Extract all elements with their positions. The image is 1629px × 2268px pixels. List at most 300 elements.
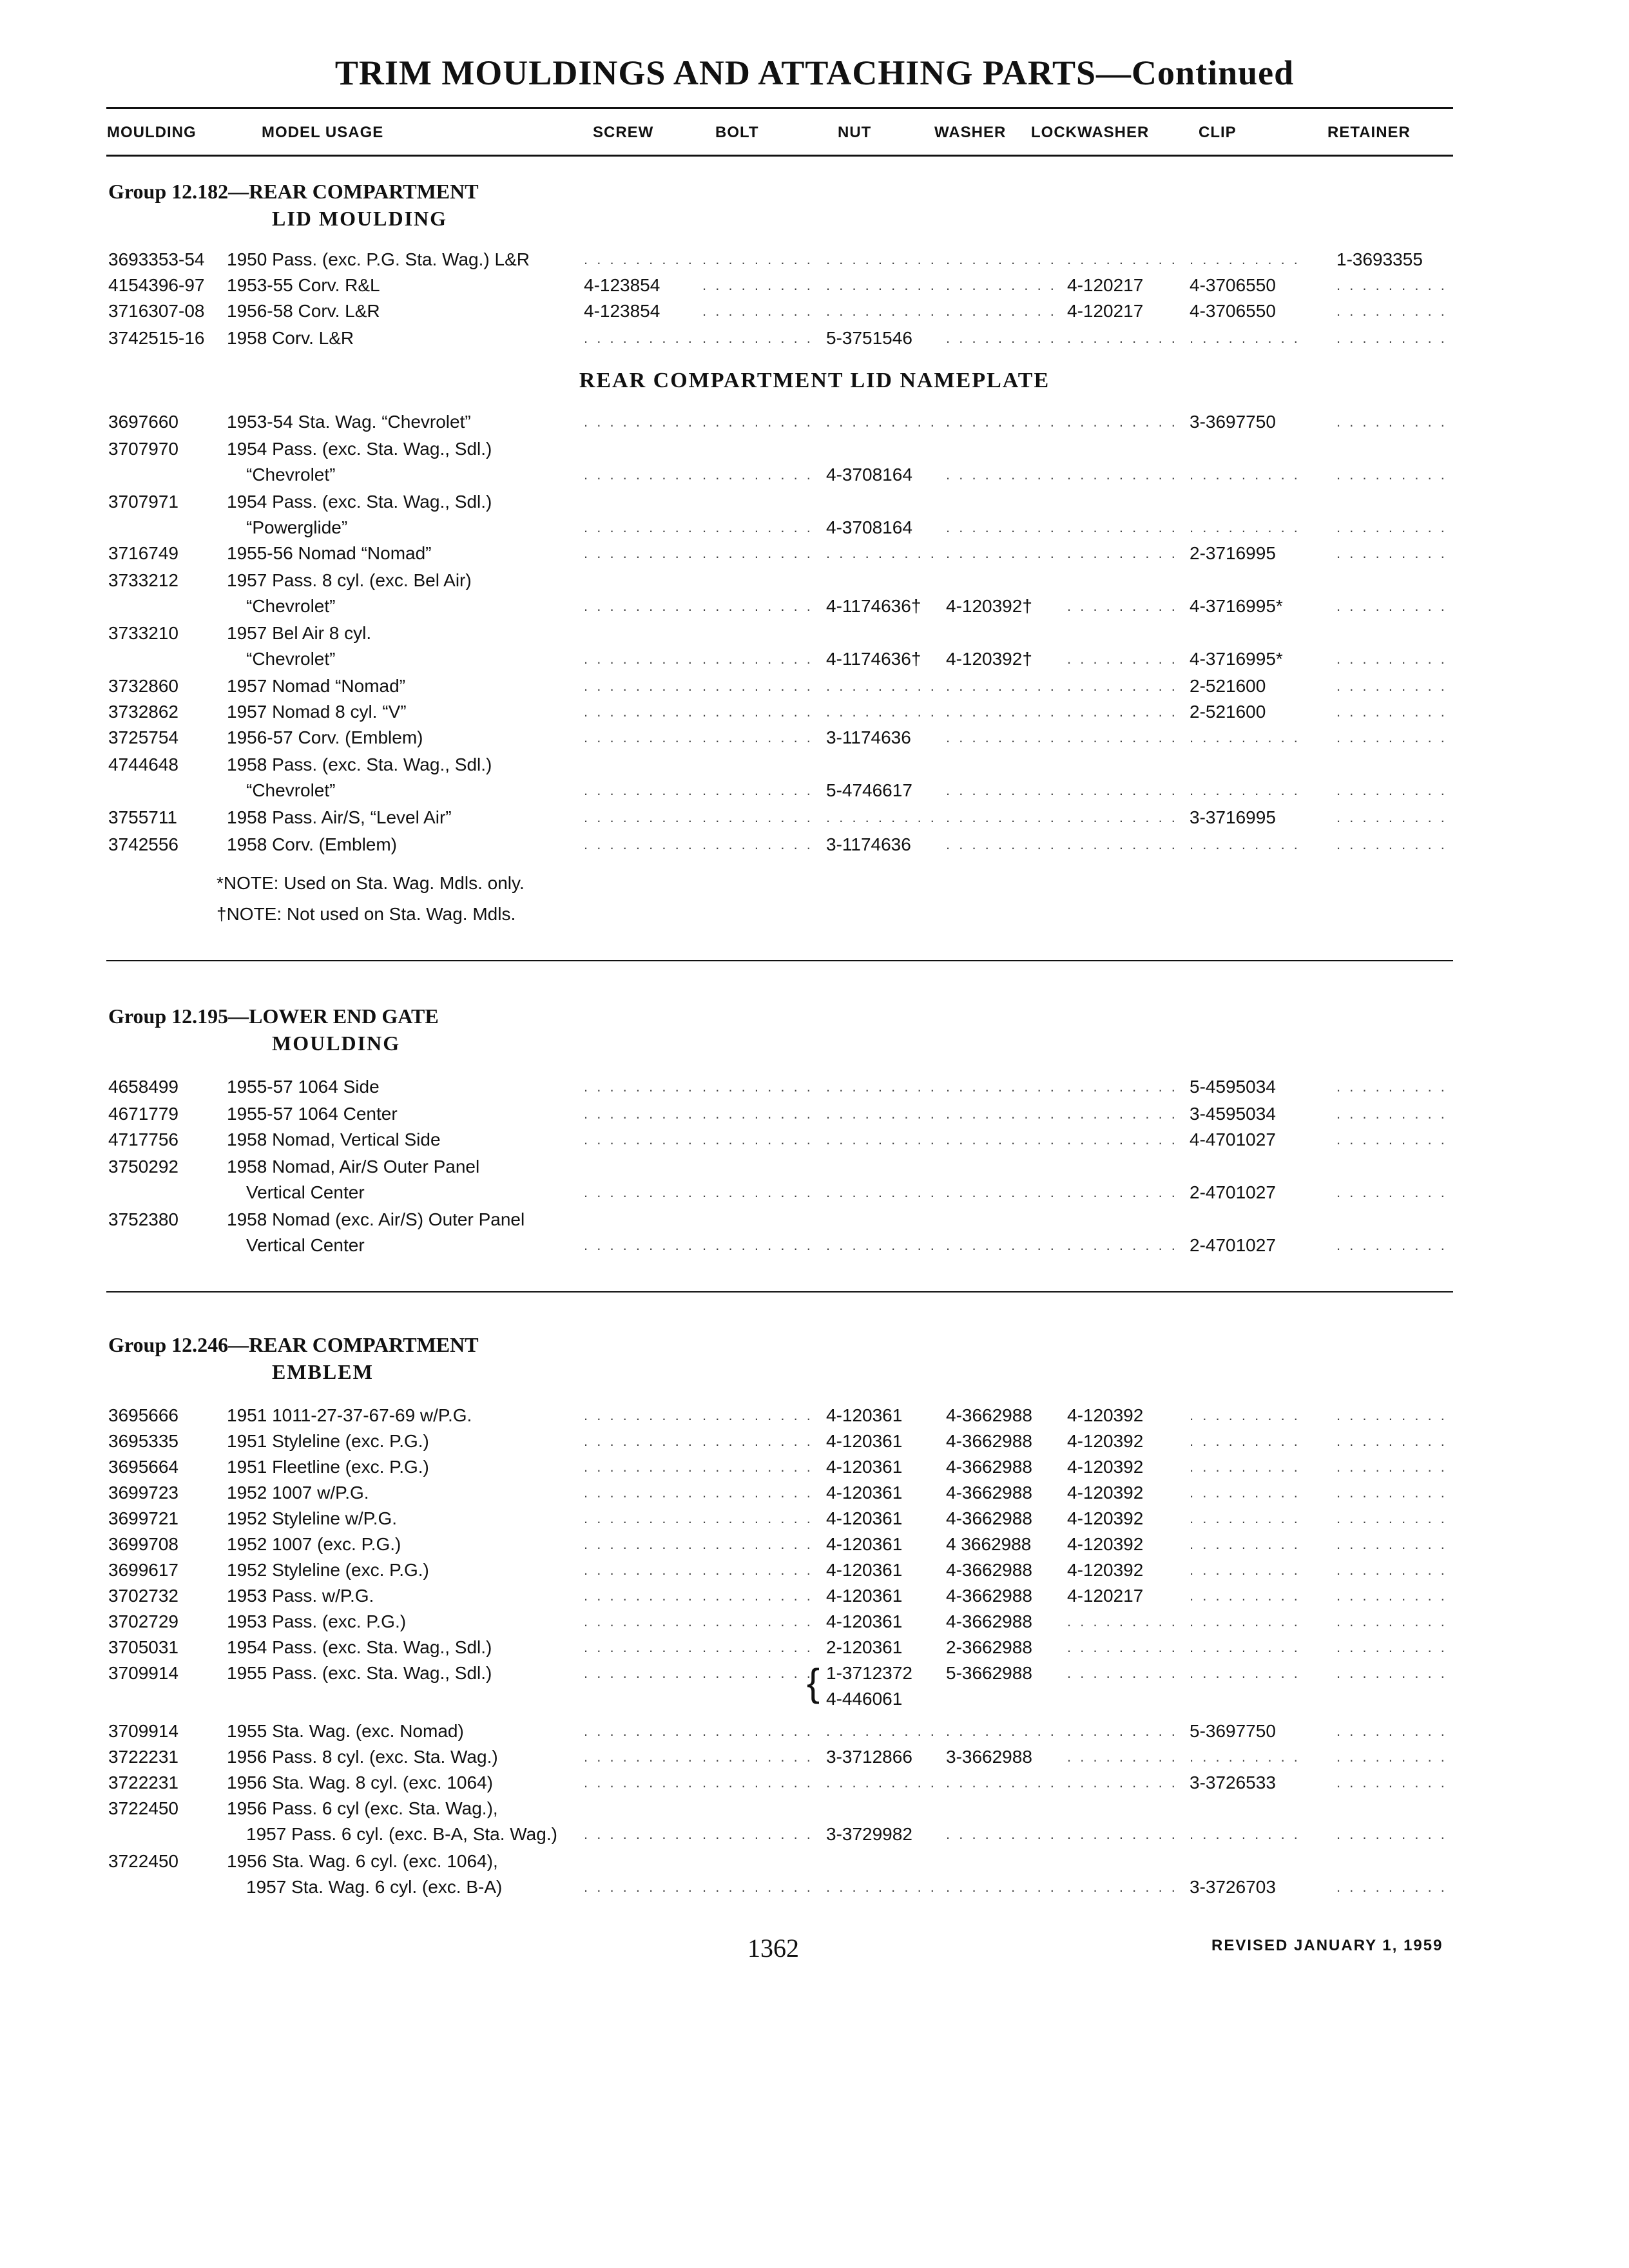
leader-dots: . . . . . . . . .	[1336, 836, 1447, 852]
model-usage: 1956 Sta. Wag. 8 cyl. (exc. 1064)	[227, 1773, 493, 1792]
leader-dots: . . . . . . . . .	[1067, 1237, 1178, 1253]
part-number: 3742556	[108, 834, 179, 854]
table-row	[0, 408, 1629, 436]
leader-dots: . . . . . . . . .	[1190, 251, 1300, 267]
model-usage: 1958 Nomad, Air/S Outer Panel	[227, 1157, 480, 1177]
leader-dots: . . . . . . . . .	[1336, 1407, 1447, 1423]
leader-dots: . . . . . . . . .	[946, 1774, 1057, 1791]
lock-value: 4-120217	[1067, 1586, 1144, 1606]
part-number: 3716749	[108, 543, 179, 563]
header-rule	[106, 155, 1453, 157]
leader-dots: . . . . . . . . .	[1336, 704, 1447, 720]
leader-dots: . . . . . . . . .	[584, 1459, 695, 1475]
leader-dots: . . . . . . . . .	[1190, 1485, 1300, 1501]
leader-dots: . . . . . . . . .	[826, 809, 937, 825]
model-usage: 1957 Nomad 8 cyl. “V”	[227, 702, 407, 722]
clip-value: 3-4595034	[1190, 1104, 1276, 1124]
leader-dots: . . . . . . . . .	[946, 466, 1057, 483]
group-title-line1: Group 12.195—LOWER END GATE	[108, 1004, 439, 1028]
table-row	[0, 1608, 1629, 1635]
leader-dots: . . . . . . . . .	[1190, 1639, 1300, 1655]
leader-dots: . . . . . . . . .	[826, 545, 937, 561]
part-number: 3716307-08	[108, 301, 205, 321]
leader-dots: . . . . . . . . .	[584, 1613, 695, 1629]
clip-value: 3-3716995	[1190, 807, 1276, 827]
leader-dots: . . . . . . . . .	[584, 519, 695, 535]
model-usage: 1956-57 Corv. (Emblem)	[227, 727, 423, 747]
leader-dots: . . . . . . . . .	[1190, 1749, 1300, 1765]
part-number: 3733210	[108, 623, 179, 643]
leader-dots: . . . . . . . . .	[826, 303, 937, 319]
leader-dots: . . . . . . . . .	[584, 782, 695, 798]
clip-value: 2-521600	[1190, 702, 1266, 722]
clip-value: 2-3716995	[1190, 543, 1276, 563]
leader-dots: . . . . . . . . .	[584, 545, 695, 561]
table-row	[0, 298, 1629, 325]
part-number: 3722450	[108, 1851, 179, 1871]
nut-value: 3-1174636	[826, 834, 911, 854]
nut-value: 4-120361	[826, 1483, 903, 1503]
group-heading	[108, 1331, 479, 1385]
part-number: 4744648	[108, 754, 179, 774]
brace-mark: {	[807, 1661, 820, 1704]
leader-dots: . . . . . . . . .	[1336, 1536, 1447, 1552]
leader-dots: . . . . . . . . .	[1336, 1826, 1447, 1842]
table-row	[0, 1126, 1629, 1153]
page-title: TRIM MOULDINGS AND ATTACHING PARTS—Continued	[334, 53, 1295, 92]
col-clip: CLIP	[1199, 124, 1237, 141]
table-row	[0, 540, 1629, 567]
leader-dots: . . . . . . . . .	[702, 678, 813, 694]
model-usage: 1952 1007 w/P.G.	[227, 1483, 369, 1503]
leader-dots: . . . . . . . . .	[946, 1184, 1057, 1200]
leader-dots: . . . . . . . . .	[584, 251, 695, 267]
model-usage: 1958 Nomad, Vertical Side	[227, 1129, 441, 1149]
table-row	[0, 1505, 1629, 1532]
leader-dots: . . . . . . . . .	[946, 782, 1057, 798]
lock-value: 4-120392	[1067, 1534, 1144, 1554]
nut-value: 3-3712866	[826, 1747, 912, 1767]
table-row	[0, 1744, 1629, 1771]
table-row	[0, 1634, 1629, 1661]
clip-value: 4-3716995*	[1190, 596, 1283, 616]
model-usage: 1958 Nomad (exc. Air/S) Outer Panel	[227, 1209, 525, 1229]
col-retainer: RETAINER	[1327, 124, 1411, 141]
leader-dots: . . . . . . . . .	[946, 251, 1057, 267]
lock-value: 4-120392	[1067, 1405, 1144, 1425]
leader-dots: . . . . . . . . .	[1067, 414, 1178, 430]
model-usage: 1954 Pass. (exc. Sta. Wag., Sdl.)	[227, 1637, 492, 1657]
part-number: 3709914	[108, 1721, 179, 1741]
leader-dots: . . . . . . . . .	[702, 1749, 813, 1765]
leader-dots: . . . . . . . . .	[702, 704, 813, 720]
leader-dots: . . . . . . . . .	[584, 1639, 695, 1655]
part-number: 4658499	[108, 1077, 179, 1097]
washer-value: 5-3662988	[946, 1663, 1032, 1683]
table-row	[0, 1153, 1629, 1180]
leader-dots: . . . . . . . . .	[1067, 704, 1178, 720]
model-usage: 1953-55 Corv. R&L	[227, 275, 380, 295]
model-usage: 1955-57 1064 Center	[227, 1104, 398, 1124]
table-row-continued	[0, 1232, 1629, 1259]
table-row	[0, 1795, 1629, 1822]
leader-dots: . . . . . . . . .	[1067, 1826, 1178, 1842]
washer-value: 2-3662988	[946, 1637, 1032, 1657]
table-row	[0, 1479, 1629, 1506]
leader-dots: . . . . . . . . .	[1190, 519, 1300, 535]
leader-dots: . . . . . . . . .	[584, 1433, 695, 1449]
leader-dots: . . . . . . . . .	[1336, 1562, 1447, 1578]
clip-value: 3-3726533	[1190, 1773, 1276, 1792]
table-row-continued	[0, 646, 1629, 673]
leader-dots: . . . . . . . . .	[702, 1879, 813, 1895]
leader-dots: . . . . . . . . .	[702, 1510, 813, 1526]
leader-dots: . . . . . . . . .	[1336, 414, 1447, 430]
leader-dots: . . . . . . . . .	[1336, 678, 1447, 694]
leader-dots: . . . . . . . . .	[826, 678, 937, 694]
table-row	[0, 325, 1629, 352]
leader-dots: . . . . . . . . .	[584, 1106, 695, 1122]
nut-value: 1-3712372	[826, 1663, 912, 1683]
model-usage-continued: 1957 Sta. Wag. 6 cyl. (exc. B-A)	[246, 1877, 503, 1897]
group-heading	[108, 178, 479, 232]
table-row	[0, 1582, 1629, 1610]
screw-value: 4-123854	[584, 275, 660, 295]
nut-value: 4-120361	[826, 1457, 903, 1477]
table-row	[0, 1718, 1629, 1745]
table-row	[0, 1073, 1629, 1100]
model-usage: 1955 Pass. (exc. Sta. Wag., Sdl.)	[227, 1663, 492, 1683]
leader-dots: . . . . . . . . .	[1190, 330, 1300, 346]
part-number: 3699617	[108, 1560, 179, 1580]
leader-dots: . . . . . . . . .	[1336, 1774, 1447, 1791]
leader-dots: . . . . . . . . .	[946, 1237, 1057, 1253]
leader-dots: . . . . . . . . .	[1190, 1562, 1300, 1578]
group-title-line2: LID MOULDING	[272, 207, 448, 230]
clip-value: 2-4701027	[1190, 1182, 1276, 1202]
leader-dots: . . . . . . . . .	[702, 1433, 813, 1449]
model-usage-continued: “Chevrolet”	[246, 596, 336, 616]
leader-dots: . . . . . . . . .	[1336, 1723, 1447, 1739]
section-rule	[106, 960, 1453, 961]
section-rule	[106, 1291, 1453, 1293]
model-usage: 1957 Pass. 8 cyl. (exc. Bel Air)	[227, 570, 472, 590]
leader-dots: . . . . . . . . .	[1336, 651, 1447, 667]
table-row	[0, 1100, 1629, 1128]
washer-value: 4-3662988	[946, 1611, 1032, 1631]
model-usage: 1951 Styleline (exc. P.G.)	[227, 1431, 429, 1451]
part-number: 3742515-16	[108, 328, 205, 348]
leader-dots: . . . . . . . . .	[1190, 729, 1300, 745]
leader-dots: . . . . . . . . .	[702, 598, 813, 614]
leader-dots: . . . . . . . . .	[1190, 1665, 1300, 1681]
leader-dots: . . . . . . . . .	[702, 1131, 813, 1148]
retainer-value: 1-3693355	[1336, 249, 1423, 269]
leader-dots: . . . . . . . . .	[1336, 598, 1447, 614]
part-number: 3695664	[108, 1457, 179, 1477]
lock-value: 4-120217	[1067, 301, 1144, 321]
model-usage: 1951 1011-27-37-67-69 w/P.G.	[227, 1405, 472, 1425]
nut-value: 4-120361	[826, 1586, 903, 1606]
table-row	[0, 1531, 1629, 1558]
model-usage: 1958 Pass. (exc. Sta. Wag., Sdl.)	[227, 754, 492, 774]
leader-dots: . . . . . . . . .	[1067, 782, 1178, 798]
leader-dots: . . . . . . . . .	[1067, 545, 1178, 561]
part-number: 3699721	[108, 1508, 179, 1528]
leader-dots: . . . . . . . . .	[1336, 1485, 1447, 1501]
model-usage: 1955-57 1064 Side	[227, 1077, 380, 1097]
leader-dots: . . . . . . . . .	[1190, 836, 1300, 852]
col-lockwasher: LOCKWASHER	[1031, 124, 1150, 141]
model-usage: 1956 Pass. 8 cyl. (exc. Sta. Wag.)	[227, 1747, 498, 1767]
leader-dots: . . . . . . . . .	[826, 1106, 937, 1122]
table-row	[0, 1557, 1629, 1584]
leader-dots: . . . . . . . . .	[584, 729, 695, 745]
nut-value: 2-120361	[826, 1637, 903, 1657]
part-number: 3705031	[108, 1637, 179, 1657]
leader-dots: . . . . . . . . .	[702, 809, 813, 825]
leader-dots: . . . . . . . . .	[1067, 1749, 1178, 1765]
leader-dots: . . . . . . . . .	[702, 330, 813, 346]
nut-value: 4-1174636†	[826, 596, 921, 616]
leader-dots: . . . . . . . . .	[1067, 1131, 1178, 1148]
part-number: 3693353-54	[108, 249, 205, 269]
leader-dots: . . . . . . . . .	[702, 1588, 813, 1604]
leader-dots: . . . . . . . . .	[946, 545, 1057, 561]
leader-dots: . . . . . . . . .	[946, 303, 1057, 319]
model-usage-continued: “Powerglide”	[246, 517, 348, 537]
leader-dots: . . . . . . . . .	[1336, 1459, 1447, 1475]
part-number: 4717756	[108, 1129, 179, 1149]
leader-dots: . . . . . . . . .	[1190, 1536, 1300, 1552]
leader-dots: . . . . . . . . .	[1190, 1433, 1300, 1449]
leader-dots: . . . . . . . . .	[946, 809, 1057, 825]
leader-dots: . . . . . . . . .	[1067, 678, 1178, 694]
leader-dots: . . . . . . . . .	[1067, 1079, 1178, 1095]
washer-value: 3-3662988	[946, 1747, 1032, 1767]
lock-value: 4-120392	[1067, 1483, 1144, 1503]
leader-dots: . . . . . . . . .	[584, 1774, 695, 1791]
leader-dots: . . . . . . . . .	[826, 414, 937, 430]
table-row-continued	[0, 514, 1629, 541]
part-number: 3697660	[108, 412, 179, 432]
clip-value: 3-3697750	[1190, 412, 1276, 432]
leader-dots: . . . . . . . . .	[826, 1131, 937, 1148]
model-usage: 1953-54 Sta. Wag. “Chevrolet”	[227, 412, 471, 432]
leader-dots: . . . . . . . . .	[826, 1879, 937, 1895]
leader-dots: . . . . . . . . .	[1190, 1510, 1300, 1526]
lock-value: 4-120217	[1067, 275, 1144, 295]
table-row	[0, 1848, 1629, 1875]
leader-dots: . . . . . . . . .	[702, 545, 813, 561]
clip-value: 4-3716995*	[1190, 649, 1283, 669]
model-usage: 1954 Pass. (exc. Sta. Wag., Sdl.)	[227, 439, 492, 459]
table-row-continued	[0, 1179, 1629, 1206]
washer-value: 4-3662988	[946, 1508, 1032, 1528]
table-row	[0, 1428, 1629, 1455]
leader-dots: . . . . . . . . .	[1336, 466, 1447, 483]
group-title-line1: Group 12.246—REAR COMPARTMENT	[108, 1333, 479, 1356]
model-usage: 1958 Pass. Air/S, “Level Air”	[227, 807, 452, 827]
part-number: 3699708	[108, 1534, 179, 1554]
leader-dots: . . . . . . . . .	[1190, 1459, 1300, 1475]
nut-value: 4-3708164	[826, 465, 912, 485]
table-row	[0, 698, 1629, 726]
leader-dots: . . . . . . . . .	[1067, 330, 1178, 346]
model-usage-continued: “Chevrolet”	[246, 465, 336, 485]
leader-dots: . . . . . . . . .	[1336, 809, 1447, 825]
leader-dots: . . . . . . . . .	[702, 1459, 813, 1475]
clip-value: 2-521600	[1190, 676, 1266, 696]
leader-dots: . . . . . . . . .	[1190, 1613, 1300, 1629]
table-row	[0, 831, 1629, 858]
model-usage: 1956-58 Corv. L&R	[227, 301, 380, 321]
leader-dots: . . . . . . . . .	[1067, 836, 1178, 852]
leader-dots: . . . . . . . . .	[1336, 1639, 1447, 1655]
leader-dots: . . . . . . . . .	[584, 1237, 695, 1253]
leader-dots: . . . . . . . . .	[1336, 1510, 1447, 1526]
note-dagger: †NOTE: Not used on Sta. Wag. Mdls.	[217, 904, 516, 924]
model-usage-continued: “Chevrolet”	[246, 649, 336, 669]
table-row	[0, 1769, 1629, 1796]
col-moulding: MOULDING	[107, 124, 197, 141]
table-row	[0, 1454, 1629, 1481]
nut-value: 4-120361	[826, 1508, 903, 1528]
washer-value: 4-3662988	[946, 1483, 1032, 1503]
leader-dots: . . . . . . . . .	[826, 1237, 937, 1253]
part-number: 3733212	[108, 570, 179, 590]
model-usage: 1952 1007 (exc. P.G.)	[227, 1534, 401, 1554]
leader-dots: . . . . . . . . .	[702, 1562, 813, 1578]
leader-dots: . . . . . . . . .	[702, 651, 813, 667]
model-usage: 1950 Pass. (exc. P.G. Sta. Wag.) L&R	[227, 249, 530, 269]
group-title-line2: MOULDING	[272, 1032, 401, 1055]
table-row	[0, 436, 1629, 463]
part-number: 3755711	[108, 807, 177, 827]
leader-dots: . . . . . . . . .	[702, 1723, 813, 1739]
leader-dots: . . . . . . . . .	[584, 1588, 695, 1604]
table-row	[0, 272, 1629, 299]
part-number: 3702732	[108, 1586, 179, 1606]
nut-value: 4-3708164	[826, 517, 912, 537]
col-nut: NUT	[838, 124, 872, 141]
clip-value: 3-3726703	[1190, 1877, 1276, 1897]
leader-dots: . . . . . . . . .	[584, 1879, 695, 1895]
model-usage-continued: Vertical Center	[246, 1235, 365, 1255]
leader-dots: . . . . . . . . .	[946, 1106, 1057, 1122]
part-number: 3732860	[108, 676, 179, 696]
leader-dots: . . . . . . . . .	[584, 1485, 695, 1501]
part-number: 3695335	[108, 1431, 179, 1451]
model-usage-continued: “Chevrolet”	[246, 780, 336, 800]
nut-value: 4-120361	[826, 1560, 903, 1580]
part-number: 3707971	[108, 492, 179, 512]
leader-dots: . . . . . . . . .	[1336, 1588, 1447, 1604]
nut-value: 3-3729982	[826, 1824, 912, 1844]
nut-value: 5-3751546	[826, 328, 912, 348]
model-usage: 1958 Corv. L&R	[227, 328, 354, 348]
leader-dots: . . . . . . . . .	[584, 1079, 695, 1095]
part-number: 3750292	[108, 1157, 179, 1177]
leader-dots: . . . . . . . . .	[1336, 330, 1447, 346]
model-usage: 1953 Pass. w/P.G.	[227, 1586, 374, 1606]
lock-value: 4-120392	[1067, 1457, 1144, 1477]
part-number: 3699723	[108, 1483, 179, 1503]
washer-value: 4 3662988	[946, 1534, 1032, 1554]
table-row-continued	[0, 777, 1629, 804]
leader-dots: . . . . . . . . .	[584, 1562, 695, 1578]
leader-dots: . . . . . . . . .	[584, 1407, 695, 1423]
model-usage: 1951 Fleetline (exc. P.G.)	[227, 1457, 429, 1477]
leader-dots: . . . . . . . . .	[1336, 303, 1447, 319]
leader-dots: . . . . . . . . .	[1067, 1106, 1178, 1122]
leader-dots: . . . . . . . . .	[946, 1723, 1057, 1739]
leader-dots: . . . . . . . . .	[1336, 277, 1447, 293]
leader-dots: . . . . . . . . .	[1067, 1774, 1178, 1791]
nut-value: 4-1174636†	[826, 649, 921, 669]
model-usage: 1955-56 Nomad “Nomad”	[227, 543, 432, 563]
leader-dots: . . . . . . . . .	[826, 704, 937, 720]
washer-value: 4-120392†	[946, 596, 1032, 616]
part-number: 4154396-97	[108, 275, 205, 295]
leader-dots: . . . . . . . . .	[946, 836, 1057, 852]
leader-dots: . . . . . . . . .	[584, 809, 695, 825]
nut-value: 4-446061	[826, 1689, 903, 1709]
table-row-continued	[0, 1821, 1629, 1848]
leader-dots: . . . . . . . . .	[1336, 1237, 1447, 1253]
leader-dots: . . . . . . . . .	[702, 519, 813, 535]
leader-dots: . . . . . . . . .	[702, 1106, 813, 1122]
part-number: 3722231	[108, 1747, 179, 1767]
col-washer: WASHER	[934, 124, 1007, 141]
leader-dots: . . . . . . . . .	[584, 1723, 695, 1739]
part-number: 3702729	[108, 1611, 179, 1631]
table-row	[0, 246, 1629, 273]
leader-dots: . . . . . . . . .	[826, 251, 937, 267]
model-usage-continued: 1957 Pass. 6 cyl. (exc. B-A, Sta. Wag.)	[246, 1824, 557, 1844]
model-usage: 1952 Styleline (exc. P.G.)	[227, 1560, 429, 1580]
leader-dots: . . . . . . . . .	[946, 1131, 1057, 1148]
leader-dots: . . . . . . . . .	[584, 1826, 695, 1842]
washer-value: 4-3662988	[946, 1457, 1032, 1477]
clip-value: 4-3706550	[1190, 301, 1276, 321]
model-usage: 1957 Nomad “Nomad”	[227, 676, 406, 696]
table-row	[0, 567, 1629, 594]
part-number: 3752380	[108, 1209, 179, 1229]
leader-dots: . . . . . . . . .	[702, 782, 813, 798]
leader-dots: . . . . . . . . .	[1067, 1184, 1178, 1200]
washer-value: 4-3662988	[946, 1560, 1032, 1580]
leader-dots: . . . . . . . . .	[1190, 782, 1300, 798]
clip-value: 2-4701027	[1190, 1235, 1276, 1255]
leader-dots: . . . . . . . . .	[1067, 809, 1178, 825]
leader-dots: . . . . . . . . .	[702, 277, 813, 293]
leader-dots: . . . . . . . . .	[702, 1826, 813, 1842]
model-usage: 1956 Pass. 6 cyl (exc. Sta. Wag.),	[227, 1798, 498, 1818]
page-number: 1362	[747, 1934, 799, 1963]
table-row-continued	[0, 1874, 1629, 1901]
leader-dots: . . . . . . . . .	[584, 1131, 695, 1148]
leader-dots: . . . . . . . . .	[1067, 1879, 1178, 1895]
washer-value: 4-3662988	[946, 1431, 1032, 1451]
leader-dots: . . . . . . . . .	[584, 836, 695, 852]
leader-dots: . . . . . . . . .	[584, 1665, 695, 1681]
model-usage: 1958 Corv. (Emblem)	[227, 834, 398, 854]
leader-dots: . . . . . . . . .	[702, 1237, 813, 1253]
washer-value: 4-120392†	[946, 649, 1032, 669]
clip-value: 4-3706550	[1190, 275, 1276, 295]
leader-dots: . . . . . . . . .	[702, 303, 813, 319]
